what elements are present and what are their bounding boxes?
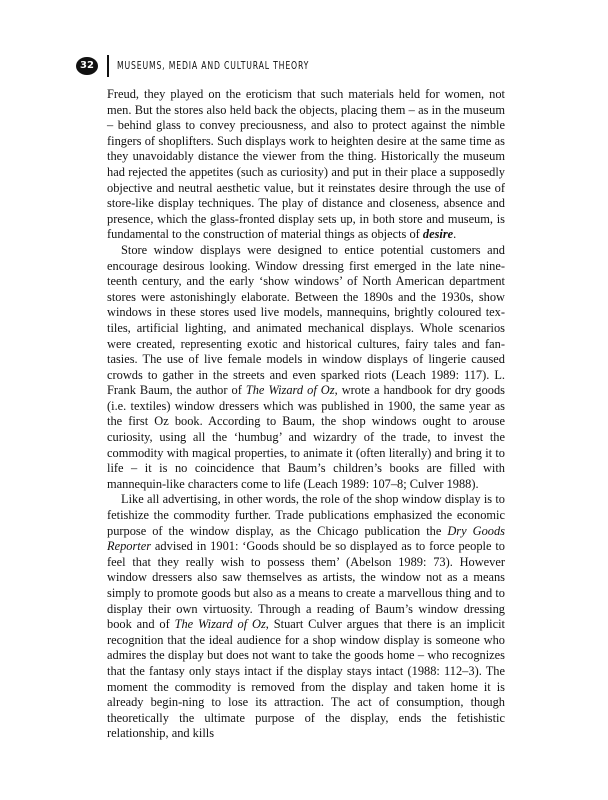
body-text: [107, 87, 505, 742]
text-run: .: [453, 227, 457, 242]
text-run: Like all advertising, in other words, the role of the shop window display is to fetishize the commodity further. Trade publications emphasized the economic purpose of the window display, as the Chicago publication the: [107, 492, 505, 538]
paragraph: [107, 87, 505, 243]
header-divider: [107, 55, 109, 77]
text-run: Freud, they played on the eroticism that such materials held for women, not men. But the stores also held back the objects, placing them – as in the museum – behind glass to convey preciousness, and also to protect against the nimble fingers of shoplifters. Such displays work to heighten desire at the same time as they unavoidably distance the viewer from the thing. Historically the museum had rejected the appetites (such as curiosity) and put in their place a supposedly objective and neutral aesthetic value, but it reinstates desire through the use of store-like display techniques. The play of distance and closeness, absence and presence, which the glass-fronted display sets up, in both store and museum, is fundamental to the construction of material things as objects of: [107, 87, 505, 242]
running-title: MUSEUMS, MEDIA AND CULTURAL THEORY: [117, 60, 310, 72]
italic-title: The Wizard of Oz: [174, 617, 266, 632]
page-header: [76, 55, 536, 77]
text-run: advised in 1901: ‘Goods should be so displayed as to force people to feel that they really wish to possess them’ (Abelson 1989: 73). However window dressers also saw themselves as artists, the window not as a means simply to promote goods but also as a means to create a marvellous thing and to display their own virtuosity. Through a reading of Baum’s window dressing book and of: [107, 539, 505, 632]
emphasis: desire: [422, 227, 454, 242]
italic-title: The Wizard of Oz: [245, 383, 335, 398]
paragraph: [107, 492, 505, 742]
italic-title: Dry Goods Reporter: [107, 523, 505, 554]
text-run: Store window displays were designed to entice potential customers and encourage desirous looking. Window dressing first emerged in the late nine-teenth century, and the early ‘show windows’ of North American department stores were astonishingly elaborate. Between the 1890s and the 1930s, show windows in these stores used live models, mannequins, brightly coloured tex-tiles, artificial lighting, and animated mechanical displays. Whole scenarios were created, representing exotic and historical cultures, fairy tales and fan-tasies. The use of live female models in window displays of lingerie caused crowds to gather in the streets and even sparked riots (Leach 1989: 117). L. Frank Baum, the author of: [107, 242, 505, 398]
page-number-badge: 32: [76, 57, 98, 75]
text-run: , wrote a handbook for dry goods (i.e. textiles) window dressers which was published in 1900, the same year as the first Oz book. According to Baum, the shop windows ought to arouse curiosity, using all the ‘humbug’ and wizardry of the trade, to invest the commodity with magical properties, to animate it (often literally) and bring it to life – it is no coincidence that Baum’s children’s books are filled with mannequin-like characters come to life (Leach 1989: 107–8; Culver 1988).: [107, 383, 505, 491]
paragraph: [107, 243, 505, 493]
text-run: , Stuart Culver argues that there is an implicit recognition that the ideal audience for a shop window display is someone who admires the display but does not want to take the goods home – who recognizes that the fantasy only stays intact if the display stays intact (1988: 112–3). The moment the commodity is removed from the display and taken home it is already begin-ning to lose its attraction. The act of consumption, though theoretically the ultimate purpose of the display, ends the fetishistic relationship, and kills: [107, 617, 505, 741]
